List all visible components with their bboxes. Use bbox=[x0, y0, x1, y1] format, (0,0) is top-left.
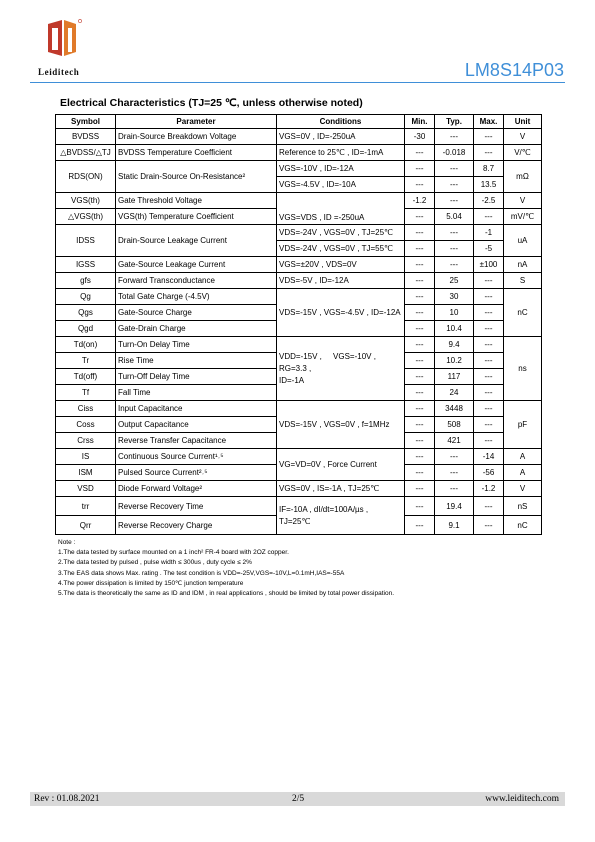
cell-parameter: Reverse Recovery Charge bbox=[116, 516, 277, 535]
table-row bbox=[56, 193, 542, 209]
cell-unit: S bbox=[504, 273, 542, 289]
cell-typ: 10 bbox=[435, 305, 474, 321]
cell-parameter: Output Capacitance bbox=[116, 417, 277, 433]
cell-unit: mV/℃ bbox=[504, 209, 542, 225]
recovery-condition-line: TJ=25℃ bbox=[279, 516, 311, 526]
cell-symbol: gfs bbox=[56, 273, 116, 289]
cell-conditions: VDS=-24V , VGS=0V , TJ=55℃ bbox=[277, 241, 405, 257]
cell-unit: V bbox=[504, 193, 542, 209]
cell-min: --- bbox=[405, 161, 435, 177]
cell-typ: --- bbox=[435, 449, 474, 465]
cell-symbol: RDS(ON) bbox=[56, 161, 116, 193]
cell-unit: mΩ bbox=[504, 161, 542, 193]
note-item: 3.The EAS data shows Max. rating . The test condition is VDD=-25V,VGS=-10V,L=0.1mH,IAS=-55A bbox=[58, 569, 345, 577]
cell-unit: A bbox=[504, 465, 542, 481]
cell-parameter: Drain-Source Breakdown Voltage bbox=[116, 129, 277, 145]
cell-max: --- bbox=[474, 497, 504, 516]
logo-text: Leiditech bbox=[38, 67, 80, 77]
cell-typ: 9.4 bbox=[435, 337, 474, 353]
cell-max: 13.5 bbox=[474, 177, 504, 193]
cell-conditions: VGS=0V , ID=-250uA bbox=[277, 129, 405, 145]
cell-max: --- bbox=[474, 353, 504, 369]
cell-typ: 24 bbox=[435, 385, 474, 401]
table-row bbox=[56, 225, 542, 241]
cell-min: --- bbox=[405, 401, 435, 417]
cell-typ: --- bbox=[435, 241, 474, 257]
cell-parameter: Turn-On Delay Time bbox=[116, 337, 277, 353]
note-item: 5.The data is theoretically the same as ID and IDM , in real applications , should be limited by total power dissipation. bbox=[58, 590, 395, 598]
header-symbol: Symbol bbox=[56, 115, 116, 129]
header-divider bbox=[30, 82, 565, 83]
cell-typ: --- bbox=[435, 193, 474, 209]
cell-max: -1.2 bbox=[474, 481, 504, 497]
cell-unit: nC bbox=[504, 289, 542, 337]
table-row bbox=[56, 449, 542, 465]
table-row bbox=[56, 257, 542, 273]
cell-parameter: Continuous Source Current¹˒⁵ bbox=[116, 449, 277, 465]
cell-max: -5 bbox=[474, 241, 504, 257]
cell-min: --- bbox=[405, 417, 435, 433]
cell-conditions bbox=[277, 497, 405, 535]
table-row bbox=[56, 289, 542, 305]
cell-typ: 25 bbox=[435, 273, 474, 289]
cell-symbol: Qgd bbox=[56, 321, 116, 337]
cell-symbol: trr bbox=[56, 497, 116, 516]
cell-max: -1 bbox=[474, 225, 504, 241]
cell-parameter: Rise Time bbox=[116, 353, 277, 369]
cell-min: --- bbox=[405, 449, 435, 465]
cell-parameter: Reverse Recovery Time bbox=[116, 497, 277, 516]
cell-symbol: Qg bbox=[56, 289, 116, 305]
cell-parameter: Gate-Drain Charge bbox=[116, 321, 277, 337]
cell-min: -1.2 bbox=[405, 193, 435, 209]
cell-symbol: IS bbox=[56, 449, 116, 465]
cell-conditions: VGS=-4.5V , ID=-10A bbox=[277, 177, 405, 193]
header-parameter: Parameter bbox=[116, 115, 277, 129]
cell-unit: pF bbox=[504, 401, 542, 449]
header-conditions: Conditions bbox=[277, 115, 405, 129]
cell-max: --- bbox=[474, 273, 504, 289]
header-max: Max. bbox=[474, 115, 504, 129]
cell-parameter: Reverse Transfer Capacitance bbox=[116, 433, 277, 449]
cell-typ: --- bbox=[435, 129, 474, 145]
cell-max: --- bbox=[474, 401, 504, 417]
section-title: Electrical Characteristics (TJ=25 ℃, unless otherwise noted) bbox=[60, 97, 363, 109]
table-header-row bbox=[56, 115, 542, 129]
cell-unit: V bbox=[504, 129, 542, 145]
header-typ: Typ. bbox=[435, 115, 474, 129]
cell-symbol: Td(off) bbox=[56, 369, 116, 385]
cell-symbol: VGS(th) bbox=[56, 193, 116, 209]
footer-page-number: 2/5 bbox=[292, 794, 305, 804]
cell-symbol: △VGS(th) bbox=[56, 209, 116, 225]
leiditech-logo-icon bbox=[42, 18, 82, 58]
cell-symbol: BVDSS bbox=[56, 129, 116, 145]
cell-parameter: BVDSS Temperature Coefficient bbox=[116, 145, 277, 161]
switching-condition-line: RG=3.3 , bbox=[279, 363, 312, 373]
cell-min: --- bbox=[405, 465, 435, 481]
recovery-condition-line: IF=-10A , dI/dt=100A/µs , bbox=[279, 504, 369, 514]
cell-min: --- bbox=[405, 497, 435, 516]
note-item: 1.The data tested by surface mounted on a 1 inch² FR-4 board with 2OZ copper. bbox=[58, 549, 289, 557]
note-item: 4.The power dissipation is limited by 150℃ junction temperature bbox=[58, 579, 244, 587]
cell-typ: 5.04 bbox=[435, 209, 474, 225]
cell-symbol: IGSS bbox=[56, 257, 116, 273]
cell-typ: 508 bbox=[435, 417, 474, 433]
cell-unit: uA bbox=[504, 225, 542, 257]
cell-typ: 10.4 bbox=[435, 321, 474, 337]
cell-parameter: Pulsed Source Current²˒⁵ bbox=[116, 465, 277, 481]
cell-symbol: Tr bbox=[56, 353, 116, 369]
table-row bbox=[56, 497, 542, 516]
cell-typ: --- bbox=[435, 481, 474, 497]
cell-min: --- bbox=[405, 305, 435, 321]
cell-conditions: VGS=VDS , ID =-250uA bbox=[277, 193, 405, 225]
table-row bbox=[56, 145, 542, 161]
cell-symbol: IDSS bbox=[56, 225, 116, 257]
cell-typ: 421 bbox=[435, 433, 474, 449]
cell-max: --- bbox=[474, 305, 504, 321]
cell-max: --- bbox=[474, 385, 504, 401]
table-row bbox=[56, 401, 542, 417]
notes-heading: Note : bbox=[58, 539, 76, 546]
cell-symbol: Qgs bbox=[56, 305, 116, 321]
cell-symbol: Coss bbox=[56, 417, 116, 433]
table-row bbox=[56, 161, 542, 177]
cell-parameter: Diode Forward Voltage² bbox=[116, 481, 277, 497]
cell-min: --- bbox=[405, 241, 435, 257]
cell-unit: ns bbox=[504, 337, 542, 401]
part-number: LM8S14P03 bbox=[464, 60, 564, 80]
switching-condition-line: ID=-1A bbox=[279, 375, 305, 385]
cell-typ: 3448 bbox=[435, 401, 474, 417]
cell-symbol: Qrr bbox=[56, 516, 116, 535]
cell-conditions: VDS=-5V , ID=-12A bbox=[277, 273, 405, 289]
cell-conditions: VDS=-15V , VGS=0V , f=1MHz bbox=[277, 401, 405, 449]
cell-conditions: VGS=±20V , VDS=0V bbox=[277, 257, 405, 273]
cell-max: 8.7 bbox=[474, 161, 504, 177]
cell-symbol: Td(on) bbox=[56, 337, 116, 353]
cell-max: -2.5 bbox=[474, 193, 504, 209]
cell-parameter: Total Gate Charge (-4.5V) bbox=[116, 289, 277, 305]
cell-min: --- bbox=[405, 516, 435, 535]
cell-symbol: Tf bbox=[56, 385, 116, 401]
cell-max: --- bbox=[474, 433, 504, 449]
header-unit: Unit bbox=[504, 115, 542, 129]
cell-min: --- bbox=[405, 177, 435, 193]
cell-symbol: Crss bbox=[56, 433, 116, 449]
cell-min: --- bbox=[405, 225, 435, 241]
footer-website-link[interactable]: www.leiditech.com bbox=[485, 794, 559, 804]
cell-typ: 117 bbox=[435, 369, 474, 385]
cell-conditions: VG=VD=0V , Force Current bbox=[277, 449, 405, 481]
cell-typ: 30 bbox=[435, 289, 474, 305]
cell-min: --- bbox=[405, 481, 435, 497]
electrical-characteristics-table bbox=[55, 114, 542, 535]
cell-conditions: VDS=-24V , VGS=0V , TJ=25℃ bbox=[277, 225, 405, 241]
cell-unit: A bbox=[504, 449, 542, 465]
cell-unit: nA bbox=[504, 257, 542, 273]
cell-max: -56 bbox=[474, 465, 504, 481]
table-row bbox=[56, 273, 542, 289]
switching-condition-line: VDD=-15V , VGS=-10V , bbox=[279, 351, 376, 361]
cell-max: --- bbox=[474, 516, 504, 535]
cell-typ: -0.018 bbox=[435, 145, 474, 161]
cell-symbol: Ciss bbox=[56, 401, 116, 417]
cell-max: --- bbox=[474, 337, 504, 353]
table-row bbox=[56, 481, 542, 497]
cell-min: --- bbox=[405, 385, 435, 401]
cell-parameter: Gate-Source Charge bbox=[116, 305, 277, 321]
cell-parameter: Fall Time bbox=[116, 385, 277, 401]
cell-typ: --- bbox=[435, 225, 474, 241]
cell-min: --- bbox=[405, 209, 435, 225]
note-item: 2.The data tested by pulsed , pulse width ≤ 300us , duty cycle ≤ 2% bbox=[58, 559, 252, 567]
cell-min: --- bbox=[405, 257, 435, 273]
cell-conditions: Reference to 25℃ , ID=-1mA bbox=[277, 145, 405, 161]
cell-unit: nC bbox=[504, 516, 542, 535]
cell-unit: nS bbox=[504, 497, 542, 516]
cell-parameter: Forward Transconductance bbox=[116, 273, 277, 289]
cell-parameter: Gate Threshold Voltage bbox=[116, 193, 277, 209]
cell-min: --- bbox=[405, 369, 435, 385]
cell-min: --- bbox=[405, 433, 435, 449]
cell-parameter: Gate-Source Leakage Current bbox=[116, 257, 277, 273]
cell-max: --- bbox=[474, 209, 504, 225]
cell-typ: --- bbox=[435, 257, 474, 273]
notes-section bbox=[58, 538, 394, 599]
cell-symbol: △BVDSS/△TJ bbox=[56, 145, 116, 161]
cell-max: --- bbox=[474, 289, 504, 305]
cell-typ: --- bbox=[435, 161, 474, 177]
cell-typ: 9.1 bbox=[435, 516, 474, 535]
cell-symbol: ISM bbox=[56, 465, 116, 481]
cell-typ: --- bbox=[435, 465, 474, 481]
cell-max: --- bbox=[474, 321, 504, 337]
cell-parameter: Static Drain-Source On-Resistance² bbox=[116, 161, 277, 193]
cell-min: --- bbox=[405, 273, 435, 289]
cell-min: --- bbox=[405, 337, 435, 353]
footer-revision: Rev : 01.08.2021 bbox=[34, 794, 100, 804]
cell-max: --- bbox=[474, 369, 504, 385]
cell-typ: 10.2 bbox=[435, 353, 474, 369]
cell-min: --- bbox=[405, 353, 435, 369]
cell-parameter: VGS(th) Temperature Coefficient bbox=[116, 209, 277, 225]
cell-max: -14 bbox=[474, 449, 504, 465]
page-footer bbox=[30, 792, 565, 806]
table-row bbox=[56, 129, 542, 145]
cell-max: ±100 bbox=[474, 257, 504, 273]
cell-max: --- bbox=[474, 417, 504, 433]
cell-unit: V bbox=[504, 481, 542, 497]
table-row bbox=[56, 337, 542, 353]
cell-min: --- bbox=[405, 289, 435, 305]
cell-symbol: VSD bbox=[56, 481, 116, 497]
cell-parameter: Turn-Off Delay Time bbox=[116, 369, 277, 385]
cell-min: --- bbox=[405, 321, 435, 337]
cell-unit: V/℃ bbox=[504, 145, 542, 161]
cell-max: --- bbox=[474, 129, 504, 145]
cell-min: -30 bbox=[405, 129, 435, 145]
cell-max: --- bbox=[474, 145, 504, 161]
cell-conditions: VDS=-15V , VGS=-4.5V , ID=-12A bbox=[277, 289, 405, 337]
cell-conditions: VGS=-10V , ID=-12A bbox=[277, 161, 405, 177]
cell-parameter: Drain-Source Leakage Current bbox=[116, 225, 277, 257]
cell-typ: 19.4 bbox=[435, 497, 474, 516]
cell-conditions bbox=[277, 337, 405, 401]
cell-min: --- bbox=[405, 145, 435, 161]
header-min: Min. bbox=[405, 115, 435, 129]
cell-parameter: Input Capacitance bbox=[116, 401, 277, 417]
cell-conditions: VGS=0V , IS=-1A , TJ=25℃ bbox=[277, 481, 405, 497]
cell-typ: --- bbox=[435, 177, 474, 193]
